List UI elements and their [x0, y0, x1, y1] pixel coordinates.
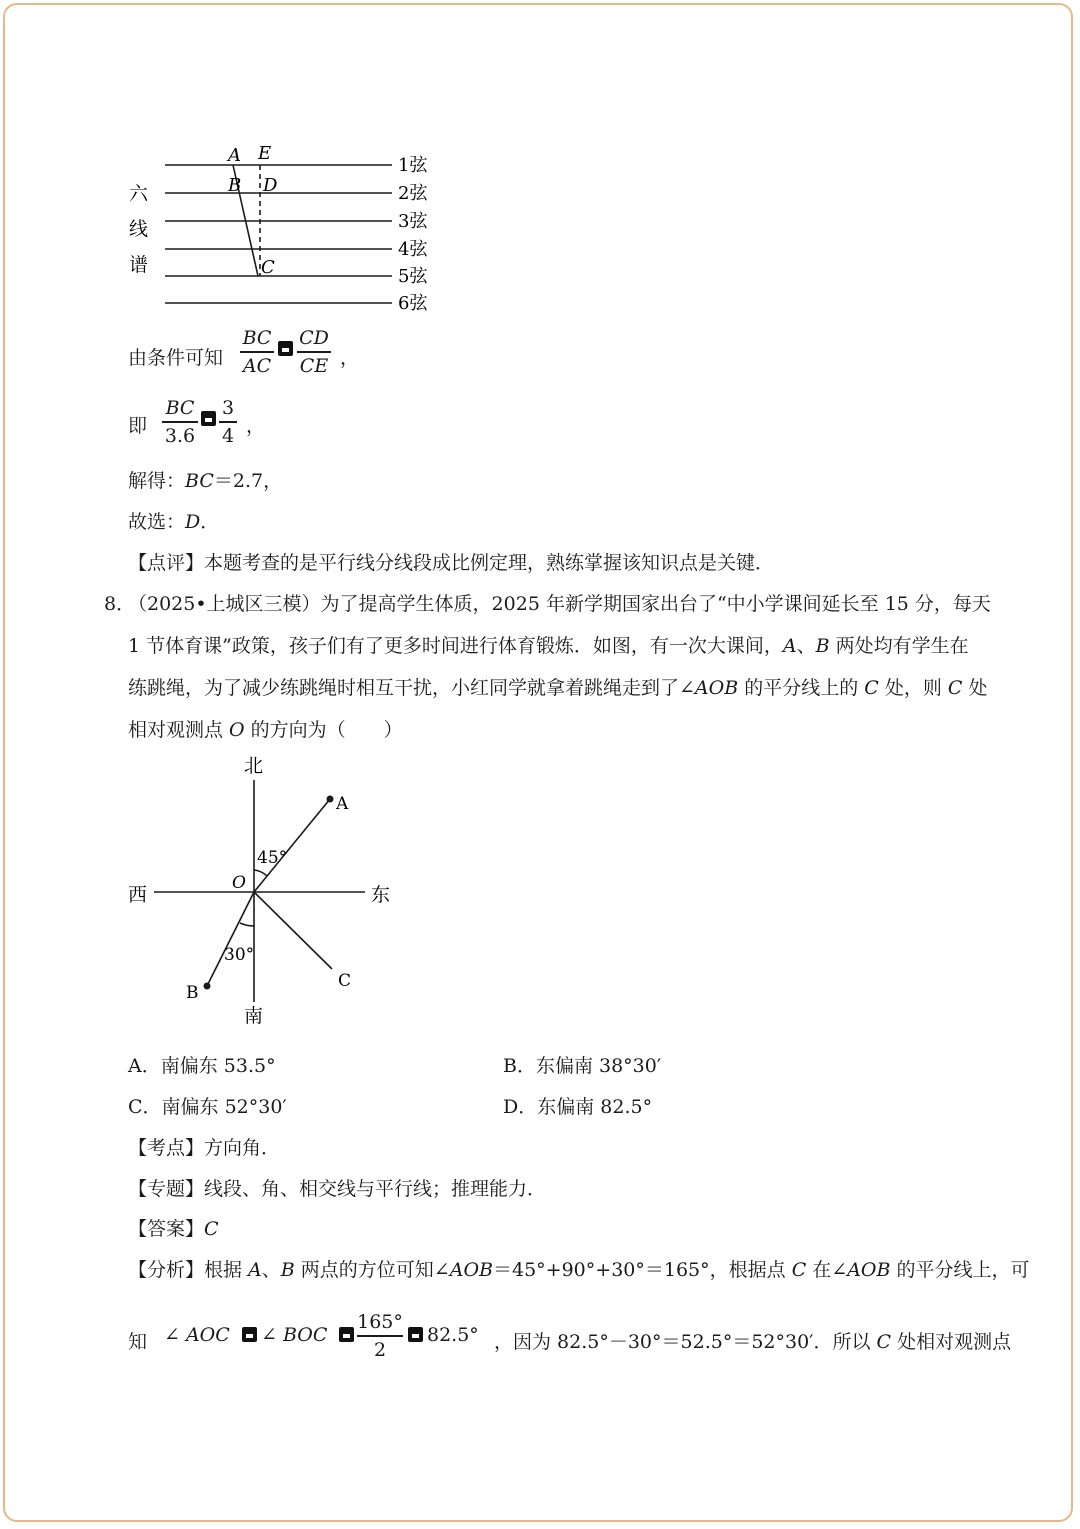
- text: 的平分线上的: [738, 677, 865, 699]
- q8-line-3: [128, 675, 988, 701]
- fraction-bc-3.6: [162, 396, 198, 448]
- q8-line-2: [128, 633, 969, 659]
- var-c: C: [864, 677, 879, 699]
- fraction-bc-ac: [240, 326, 274, 378]
- staff-side-label-2: 线: [129, 218, 149, 240]
- text: 、: [261, 1259, 281, 1281]
- fraction-denominator: 3.6: [164, 424, 196, 447]
- string-label-2: 2弦: [398, 183, 428, 204]
- point-a-label: A: [336, 794, 349, 814]
- point-a-label: A: [228, 145, 241, 166]
- equals-placeholder-icon: [201, 411, 216, 426]
- text: ＝45°+90°+30°＝165°，根据点: [493, 1259, 792, 1281]
- q8-number: 8．: [104, 593, 136, 615]
- q8-line-4: [128, 717, 403, 743]
- string-label-1: 1弦: [398, 155, 428, 176]
- fraction-denominator: 2: [373, 1338, 387, 1361]
- sol7-choose-line: [128, 509, 219, 535]
- fraction-numerator: 3: [221, 397, 235, 419]
- point-a-dot: [327, 796, 334, 803]
- string-label-5: 5弦: [398, 266, 428, 287]
- equals-placeholder-icon: [339, 1327, 354, 1342]
- equals-placeholder-icon: [278, 341, 293, 356]
- fraction-cd-ce: [297, 326, 331, 378]
- last-zhi: 知: [128, 1331, 148, 1353]
- solve-prefix: 解得：: [128, 470, 186, 492]
- text: 两处均有学生在: [829, 635, 969, 657]
- fraction-numerator: 165°: [357, 1311, 403, 1333]
- fraction-bar: [219, 421, 237, 423]
- west-label: 西: [128, 884, 148, 906]
- sol7-comment: 【点评】本题考查的是平行线分线段成比例定理，熟练掌握该知识点是关键．: [128, 552, 775, 574]
- fraction-denominator: 4: [221, 424, 235, 447]
- ray-oc: [254, 892, 332, 969]
- angle-boc: ∠ BOC: [261, 1324, 328, 1346]
- ray-oa: [254, 799, 330, 892]
- angle-aoc: ∠ AOC: [164, 1324, 230, 1346]
- var-aob: AOB: [449, 1259, 493, 1281]
- var-b: B: [280, 1259, 295, 1281]
- text: 的平分线上，可: [890, 1259, 1030, 1281]
- text: 的方向为（ ）: [244, 719, 403, 741]
- text: 相对观测点: [128, 719, 230, 741]
- comma: ，: [340, 347, 360, 369]
- var-c: C: [876, 1331, 892, 1353]
- angle-arc-30: [240, 923, 254, 926]
- var-aob: AOB: [694, 677, 739, 699]
- fraction-bar: [240, 351, 274, 353]
- comma: ，: [246, 415, 266, 437]
- equals-placeholder-icon: [242, 1327, 257, 1342]
- fraction-numerator: BC: [165, 397, 195, 419]
- point-d-label: D: [263, 175, 278, 196]
- point-b-label: B: [186, 983, 199, 1003]
- zhuanti: 【专题】线段、角、相交线与平行线；推理能力．: [128, 1178, 547, 1200]
- value-82.5: 82.5°: [427, 1324, 479, 1346]
- fraction-bar: [162, 421, 198, 423]
- answer-value: C: [204, 1218, 219, 1240]
- point-e-label: E: [258, 143, 272, 164]
- point-b-label: B: [228, 175, 242, 196]
- var-b: B: [815, 635, 830, 657]
- option-c[interactable]: C．南偏东 52°30′: [128, 1096, 287, 1118]
- angle-30-label: 30°: [224, 945, 255, 965]
- text: 【分析】根据: [128, 1259, 249, 1281]
- point-o-label: O: [232, 873, 246, 893]
- answer-line: [128, 1216, 219, 1242]
- string-label-4: 4弦: [398, 239, 428, 260]
- fraction-numerator: BC: [242, 327, 272, 349]
- north-label: 北: [244, 755, 264, 777]
- option-d[interactable]: D．东偏南 82.5°: [503, 1096, 653, 1118]
- sol7-ji-prefix: 即: [128, 415, 148, 437]
- string-label-6: 6弦: [398, 293, 428, 314]
- string-label-3: 3弦: [398, 211, 428, 232]
- option-a[interactable]: A．南偏东 53.5°: [128, 1055, 276, 1077]
- solve-var: BC: [185, 470, 214, 492]
- point-b-dot: [204, 983, 211, 990]
- q8-line-1: （2025•上城区三模）为了提高学生体质，2025 年新学期国家出台了“中小学课间延长至 15 分，每天: [128, 593, 991, 615]
- var-o: O: [229, 719, 245, 741]
- east-label: 东: [371, 884, 391, 906]
- text: 、: [796, 635, 816, 657]
- point-c-label: C: [338, 971, 352, 991]
- text: 两点的方位可知∠: [294, 1259, 450, 1281]
- answer-prefix: 【答案】: [128, 1218, 205, 1240]
- compass-figure: [120, 750, 410, 1030]
- choose-var: D: [185, 511, 201, 533]
- fenxi-line: [128, 1257, 1030, 1283]
- fraction-bar: [297, 351, 331, 353]
- south-label: 南: [244, 1005, 264, 1027]
- equals-placeholder-icon: [408, 1327, 423, 1342]
- last-rest: [494, 1329, 1011, 1355]
- ray-ob: [207, 892, 254, 986]
- fraction-bar: [357, 1335, 403, 1337]
- angle-45-label: 45°: [257, 848, 288, 868]
- text: ，因为 82.5°－30°＝52.5°＝52°30′．所以: [494, 1331, 877, 1353]
- var-c: C: [947, 677, 963, 699]
- solve-rest: ＝2.7，: [213, 470, 283, 492]
- fraction-165-2: [357, 1310, 403, 1362]
- text: 处相对观测点: [891, 1331, 1012, 1353]
- staff-side-label-1: 六: [129, 183, 149, 205]
- text: 练跳绳，为了减少练跳绳时相互干扰，小红同学就拿着跳绳走到了∠: [128, 677, 695, 699]
- text: 处: [962, 677, 988, 699]
- var-a: A: [782, 635, 797, 657]
- fraction-3-4: [219, 396, 237, 448]
- fraction-denominator: AC: [242, 354, 272, 377]
- text: 1 节体育课”政策，孩子们有了更多时间进行体育锻炼．如图，有一次大课间，: [128, 635, 783, 657]
- fraction-numerator: CD: [299, 327, 329, 349]
- option-b[interactable]: B．东偏南 38°30′: [503, 1055, 662, 1077]
- sol7-solve-line: [128, 468, 282, 494]
- kaodian: 【考点】方向角．: [128, 1137, 281, 1159]
- text: 处，则: [878, 677, 948, 699]
- sol7-condition-prefix: 由条件可知: [128, 347, 224, 369]
- var-aob: AOB: [847, 1259, 891, 1281]
- choose-prefix: 故选：: [128, 511, 186, 533]
- var-c: C: [791, 1259, 807, 1281]
- text: 在∠: [806, 1259, 848, 1281]
- angle-arc-45: [254, 870, 267, 876]
- var-a: A: [248, 1259, 262, 1281]
- staff-figure: [120, 140, 450, 320]
- fraction-denominator: CE: [299, 354, 329, 377]
- choose-rest: ．: [200, 511, 220, 533]
- point-c-label: C: [261, 257, 275, 278]
- staff-side-label-3: 谱: [129, 254, 149, 276]
